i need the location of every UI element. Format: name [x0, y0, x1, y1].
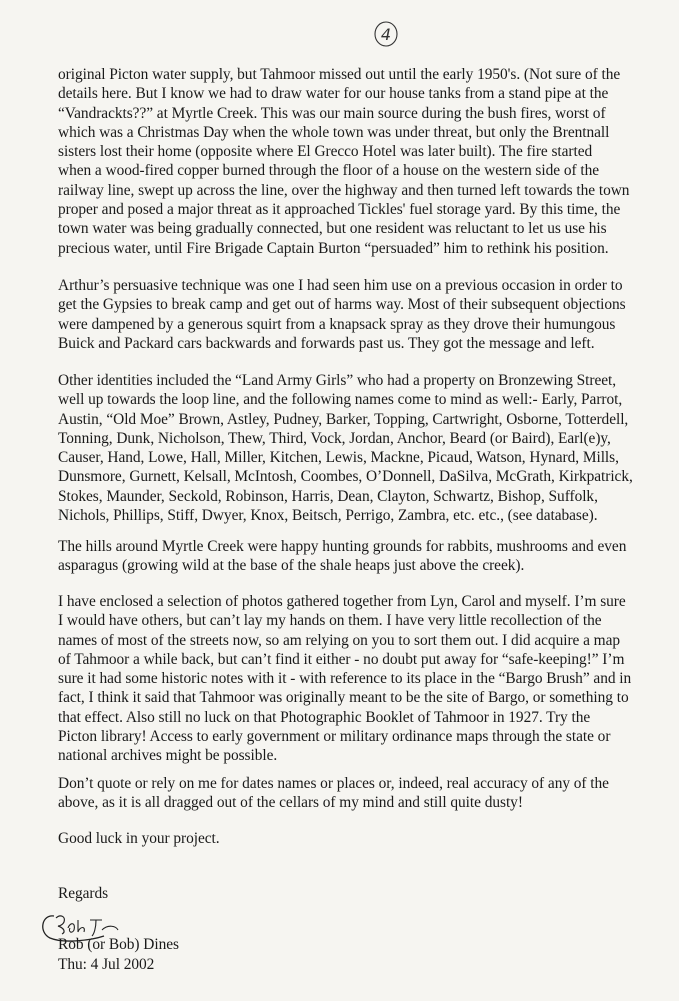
paragraph-good-luck	[58, 829, 658, 848]
paragraph-line: well up towards the loop line, and the following names come to mind as well:- Early, Parrot,	[58, 391, 623, 409]
page-number-text: 4	[380, 25, 392, 44]
paragraph-line: The hills around Myrtle Creek were happy hunting grounds for rabbits, mushrooms and even	[58, 538, 627, 555]
paragraph-line: Don’t quote or rely on me for dates names or places or, indeed, real accuracy of any of the	[58, 775, 609, 792]
paragraph-line: national archives might be possible.	[58, 747, 278, 765]
paragraph-line: sisters lost their home (opposite where El Grecco Hotel was later built). The fire started	[58, 143, 593, 161]
paragraph-line: sure it had some historic notes with it - with reference to its place in the “Bargo Brush” and in	[58, 670, 632, 688]
paragraph-line: above, as it is all dragged out of the cellars of my mind and still quite dusty!	[58, 794, 523, 812]
paragraph-line: town water was being gradually connected, but one resident was reluctant to let us use his	[58, 220, 607, 238]
signer-name-text: Rob (or Bob) Dines	[58, 936, 179, 953]
paragraph-line: Stokes, Maunder, Seckold, Robinson, Harris, Dean, Clayton, Schwartz, Bishop, Suffolk,	[58, 487, 598, 505]
paragraph-line: precious water, until Fire Brigade Captain Burton “persuaded” him to rethink his position.	[58, 239, 609, 257]
paragraph-line: that effect. Also still no luck on that Photographic Booklet of Tahmoor in 1927. Try the	[58, 708, 591, 726]
paragraph-line: railway line, swept up across the line, over the highway and then turned left towards the town	[58, 181, 630, 199]
paragraph-line: Arthur’s persuasive technique was one I had seen him use on a previous occasion in order to	[58, 277, 623, 294]
paragraph-line: Causer, Hand, Lowe, Hall, Miller, Kitchen, Lewis, Mackne, Picaud, Watson, Hynard, Mills,	[58, 449, 619, 467]
paragraph-arthur	[58, 276, 658, 353]
paragraph-line: Dunsmore, Gurnett, Kelsall, McIntosh, Coombes, O’Donnell, DaSilva, McGrath, Kirkpatrick,	[58, 468, 633, 486]
page-number	[370, 18, 402, 50]
paragraph-line: names of most of the streets now, so am relying on you to sort them out. I did acquire a map	[58, 631, 621, 649]
paragraph-identities	[58, 371, 658, 525]
paragraph-hills	[58, 537, 658, 576]
paragraph-line: details here. But I know we had to draw water for our house tanks from a stand pipe at the	[58, 85, 609, 103]
paragraph-line: Picton library! Access to early government or military ordinance maps through the state or	[58, 728, 611, 746]
paragraph-line: Nichols, Phillips, Stiff, Dwyer, Knox, Beitsch, Perrigo, Zambra, etc. etc., (see database).	[58, 507, 598, 525]
paragraph-line: Buick and Packard cars backwards and forwards past us. They got the message and left.	[58, 334, 595, 352]
paragraph-line: proper and posed a major threat as it approached Tickles' fuel storage yard. By this time, the	[58, 201, 621, 219]
paragraph-line: when a wood-fired copper burned through the floor of a house on the western side of the	[58, 162, 599, 180]
paragraph-line: which was a Christmas Day when the whole town was under threat, but only the Brentnall	[58, 123, 610, 141]
paragraph-line: Austin, “Old Moe” Brown, Astley, Pudney, Barker, Topping, Cartwright, Osborne, Totterdell,	[58, 410, 629, 428]
paragraph-line: Good luck in your project.	[58, 830, 220, 847]
paragraph-line: I have enclosed a selection of photos gathered together from Lyn, Carol and myself. I’m sure	[58, 593, 626, 610]
paragraph-line: of Tahmoor a while back, but can’t find it either - no doubt put away for “safe-keeping!” I’m	[58, 650, 625, 668]
letter-date-text: Thu: 4 Jul 2002	[58, 956, 155, 973]
paragraph-line: asparagus (growing wild at the base of the shale heaps just above the creek).	[58, 557, 525, 575]
paragraph-line: Tonning, Dunk, Nicholson, Thew, Third, Vock, Jordan, Anchor, Beard (or Baird), Earl(e)y,	[58, 429, 611, 447]
signer-name	[58, 935, 658, 954]
paragraph-water-supply	[58, 65, 658, 258]
page-number-circle-icon	[370, 18, 402, 50]
closing-regards	[58, 884, 658, 903]
paragraph-photos	[58, 592, 658, 766]
paragraph-line: were dampened by a generous squirt from a knapsack spray as they drove their humungous	[58, 315, 616, 333]
paragraph-line: get the Gypsies to break camp and get out of harms way. Most of their subsequent objections	[58, 296, 626, 314]
paragraph-line: Other identities included the “Land Army Girls” who had a property on Bronzewing Street,	[58, 372, 617, 389]
letter-date	[58, 955, 658, 974]
paragraph-line: fact, I think it said that Tahmoor was originally meant to be the site of Bargo, or something to	[58, 689, 629, 707]
paragraph-disclaimer	[58, 774, 658, 813]
paragraph-line: “Vandrackts??” at Myrtle Creek. This was our main source during the bush fires, worst of	[58, 104, 606, 122]
regards-text: Regards	[58, 885, 109, 902]
paragraph-line: I would have others, but can’t lay my hands on them. I have very little recollection of the	[58, 612, 602, 630]
paragraph-line: original Picton water supply, but Tahmoor missed out until the early 1950's. (Not sure of the	[58, 66, 621, 83]
